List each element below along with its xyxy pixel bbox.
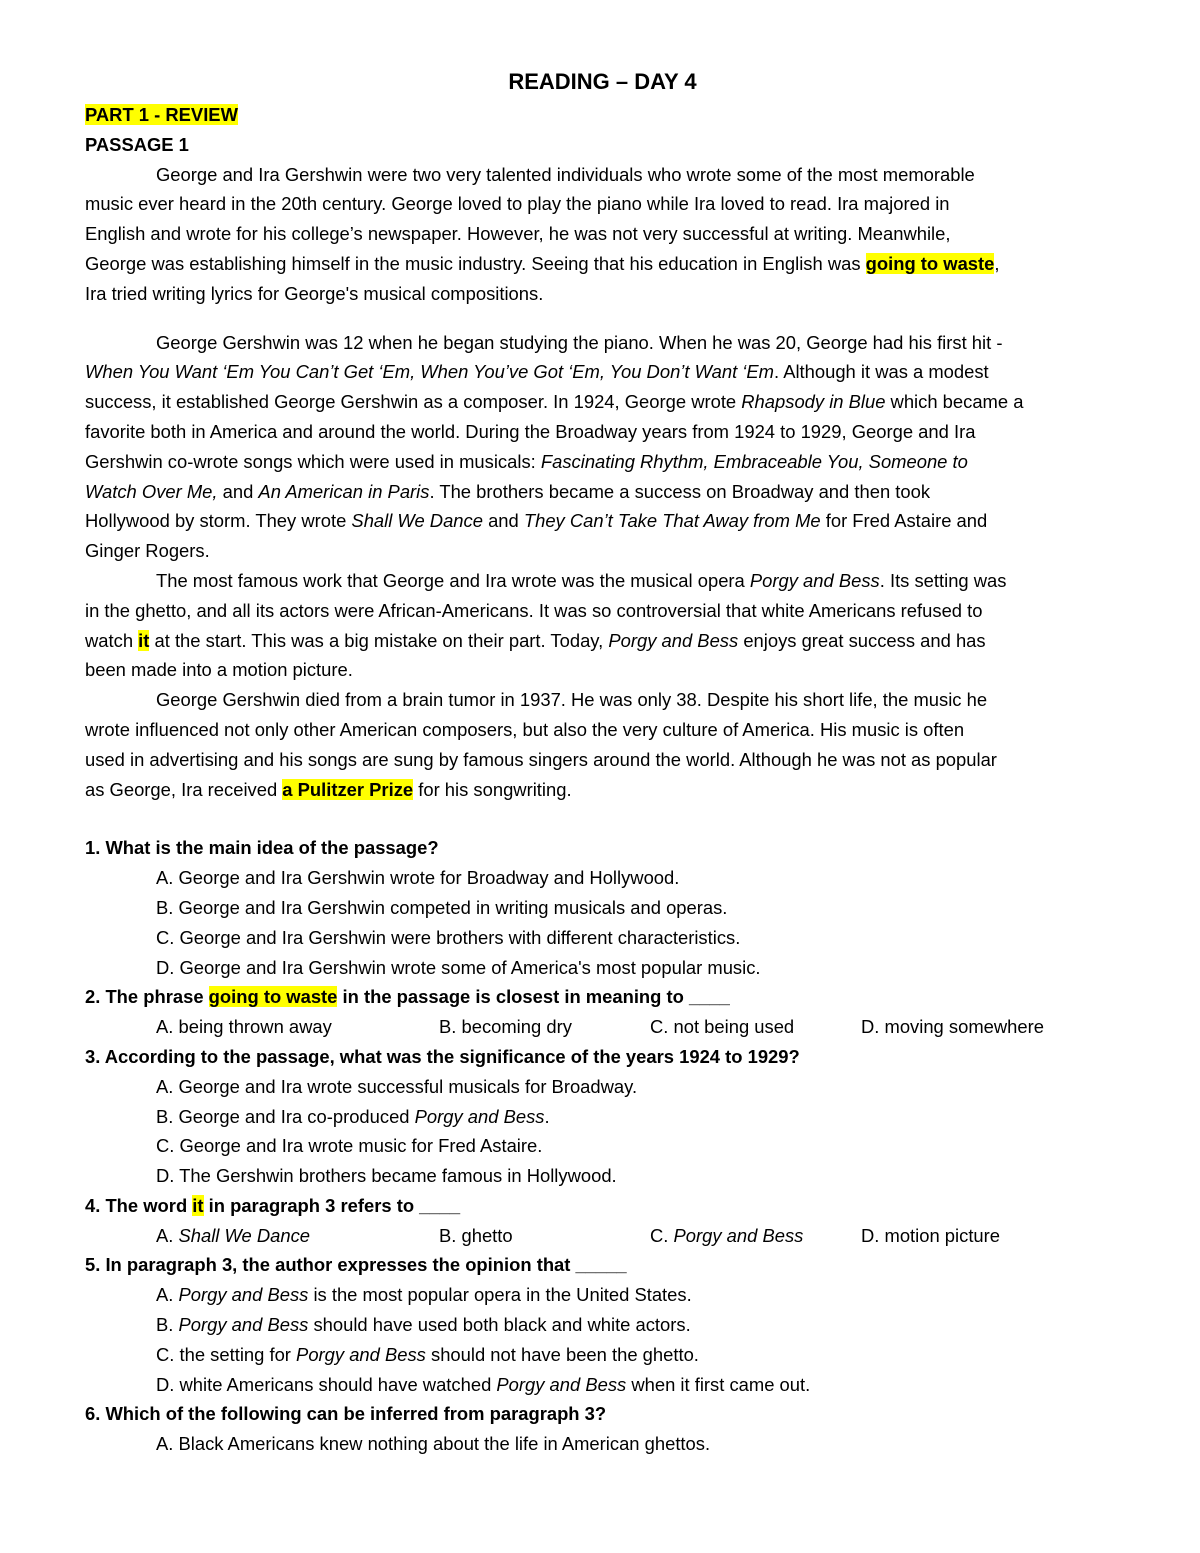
text-line: Ira tried writing lyrics for George's musical compositions.	[85, 282, 544, 304]
text-span: should have used both black and white actors.	[308, 1314, 691, 1336]
answer-option	[156, 1221, 439, 1251]
text-line: music ever heard in the 20th century. George loved to play the piano while Ira loved to read. Ira majored in	[85, 193, 950, 215]
song-title: Shall We Dance	[178, 1224, 311, 1246]
text-line	[85, 566, 1120, 596]
song-title: Watch Over Me,	[85, 480, 218, 502]
text-span: which became a	[885, 391, 1024, 413]
question-6	[85, 1399, 1120, 1459]
text-span: success, it established George Gershwin as a composer. In 1924, George wrote	[85, 391, 742, 413]
text-span: . Although it was a modest	[773, 361, 989, 383]
text-span: in the passage is closest in meaning to ____	[337, 986, 730, 1008]
song-title: When You Want ‘Em You Can’t Get ‘Em, When You’ve Got ‘Em, You Don’t Want ‘Em	[85, 361, 774, 383]
paragraph-1	[85, 160, 1120, 309]
question-stem	[85, 982, 1120, 1012]
text-line: George Gershwin died from a brain tumor in 1937. He was only 38. Despite his short life, the music he	[156, 689, 988, 711]
text-line	[85, 357, 1120, 387]
text-line: favorite both in America and around the world. During the Broadway years from 1924 to 1929, George and Ira	[85, 420, 976, 442]
question-2	[85, 982, 1120, 1042]
text-span: C.	[650, 1224, 674, 1246]
song-title: Shall We Dance	[351, 510, 483, 532]
question-3	[85, 1042, 1120, 1191]
paragraph-2	[85, 328, 1120, 566]
answer-option: D. moving somewhere	[861, 1016, 1044, 1038]
question-5	[85, 1250, 1120, 1399]
answer-option	[650, 1221, 861, 1251]
song-title: Fascinating Rhythm, Embraceable You, Someone to	[540, 450, 968, 472]
answer-option	[85, 1310, 1120, 1340]
passage-label: PASSAGE 1	[85, 133, 189, 155]
highlight-going-to-waste: going to waste	[208, 986, 338, 1008]
text-span: B. George and Ira co-produced	[156, 1105, 415, 1127]
highlight-going-to-waste: going to waste	[865, 252, 995, 274]
question-stem	[85, 1191, 1120, 1221]
text-span: in paragraph 3 refers to ____	[203, 1194, 461, 1216]
text-line: George and Ira Gershwin were two very talented individuals who wrote some of the most memorable	[156, 163, 975, 185]
answer-option: D. George and Ira Gershwin wrote some of America's most popular music.	[156, 956, 761, 978]
opera-title: Porgy and Bess	[296, 1343, 426, 1365]
answer-option: B. ghetto	[439, 1224, 513, 1246]
text-span: watch	[85, 629, 139, 651]
text-span: A.	[156, 1224, 179, 1246]
part-label: PART 1 - REVIEW	[85, 104, 238, 125]
text-span: when it first came out.	[626, 1373, 811, 1395]
opera-title: Porgy and Bess	[749, 569, 880, 591]
question-1	[85, 833, 1120, 982]
answer-option: A. Black Americans knew nothing about the life in American ghettos.	[156, 1433, 711, 1455]
answer-options-row	[85, 1012, 1120, 1042]
answer-option	[85, 1102, 1120, 1132]
question-stem: 3. According to the passage, what was the significance of the years 1924 to 1929?	[85, 1045, 800, 1067]
highlight-it: it	[192, 1194, 204, 1216]
text-span: enjoys great success and has	[738, 629, 986, 651]
answer-option: A. George and Ira Gershwin wrote for Broadway and Hollywood.	[156, 867, 680, 889]
song-title: An American in Paris	[258, 480, 430, 502]
answer-option: C. not being used	[650, 1016, 795, 1038]
highlight-it: it	[138, 629, 150, 651]
answer-options-row	[85, 1221, 1120, 1251]
song-title: Rhapsody in Blue	[741, 391, 886, 413]
text-span: Hollywood by storm. They wrote	[85, 510, 352, 532]
text-line: George Gershwin was 12 when he began studying the piano. When he was 20, George had his first hit -	[156, 331, 1003, 353]
text-line	[85, 249, 1120, 279]
text-span: D. white Americans should have watched	[156, 1373, 497, 1395]
answer-option: A. George and Ira wrote successful musicals for Broadway.	[156, 1075, 638, 1097]
text-span: should not have been the ghetto.	[425, 1343, 699, 1365]
answer-option	[85, 1340, 1120, 1370]
opera-title: Porgy and Bess	[608, 629, 739, 651]
document-page	[85, 68, 1120, 1459]
question-4	[85, 1191, 1120, 1251]
highlight-pulitzer-prize: a Pulitzer Prize	[282, 778, 414, 800]
text-span: . Its setting was	[879, 569, 1007, 591]
text-span: for Fred Astaire and	[820, 510, 988, 532]
opera-title: Porgy and Bess	[673, 1224, 804, 1246]
answer-option	[85, 1280, 1120, 1310]
text-line: used in advertising and his songs are sung by famous singers around the world. Although he was not as popular	[85, 748, 997, 770]
text-line: been made into a motion picture.	[85, 659, 353, 681]
answer-option: B. George and Ira Gershwin competed in writing musicals and operas.	[156, 896, 728, 918]
text-span: George was establishing himself in the music industry. Seeing that his education in English was	[85, 252, 866, 274]
text-span: 4. The word	[85, 1194, 193, 1216]
text-span: is the most popular opera in the United States.	[308, 1284, 692, 1306]
text-span: as George, Ira received	[85, 778, 283, 800]
paragraph-3	[85, 566, 1120, 685]
opera-title: Porgy and Bess	[414, 1105, 545, 1127]
question-stem: 5. In paragraph 3, the author expresses the opinion that _____	[85, 1254, 627, 1276]
text-line: in the ghetto, and all its actors were African-Americans. It was so controversial that white Americans refused to	[85, 599, 983, 621]
text-span: .	[544, 1105, 550, 1127]
text-span: at the start. This was a big mistake on their part. Today,	[149, 629, 609, 651]
text-span: Gershwin co-wrote songs which were used in musicals:	[85, 450, 541, 472]
paragraph-4	[85, 685, 1120, 804]
text-line	[85, 387, 1120, 417]
answer-option	[85, 1370, 1120, 1400]
answer-option: D. The Gershwin brothers became famous in Hollywood.	[156, 1165, 617, 1187]
text-span: for his songwriting.	[413, 778, 572, 800]
text-span: and	[482, 510, 524, 532]
song-title: They Can’t Take That Away from Me	[523, 510, 821, 532]
question-stem: 6. Which of the following can be inferred from paragraph 3?	[85, 1403, 607, 1425]
opera-title: Porgy and Bess	[178, 1284, 309, 1306]
text-span: . The brothers became a success on Broadway and then took	[429, 480, 931, 502]
answer-option: C. George and Ira Gershwin were brothers with different characteristics.	[156, 926, 741, 948]
opera-title: Porgy and Bess	[178, 1314, 309, 1336]
answer-option: A. being thrown away	[156, 1016, 332, 1038]
text-line	[85, 447, 1120, 477]
text-span: ,	[994, 252, 1000, 274]
text-line: wrote influenced not only other American composers, but also the very culture of America. His music is often	[85, 718, 965, 740]
answer-option: C. George and Ira wrote music for Fred Astaire.	[156, 1135, 543, 1157]
answer-option: D. motion picture	[861, 1224, 1001, 1246]
text-span: and	[217, 480, 259, 502]
text-line: English and wrote for his college’s newspaper. However, he was not very successful at writing. Meanwhile,	[85, 223, 951, 245]
question-stem: 1. What is the main idea of the passage?	[85, 837, 439, 859]
text-span: B.	[156, 1314, 179, 1336]
text-span: C. the setting for	[156, 1343, 297, 1365]
text-line	[85, 626, 1120, 656]
text-line	[85, 477, 1120, 507]
page-title: READING – DAY 4	[508, 69, 697, 94]
text-span: 2. The phrase	[85, 986, 209, 1008]
text-span: The most famous work that George and Ira wrote was the musical opera	[156, 569, 750, 591]
answer-option: B. becoming dry	[439, 1016, 572, 1038]
text-span: A.	[156, 1284, 179, 1306]
text-line	[85, 506, 1120, 536]
text-line	[85, 775, 1120, 805]
opera-title: Porgy and Bess	[496, 1373, 627, 1395]
text-line: Ginger Rogers.	[85, 540, 210, 562]
